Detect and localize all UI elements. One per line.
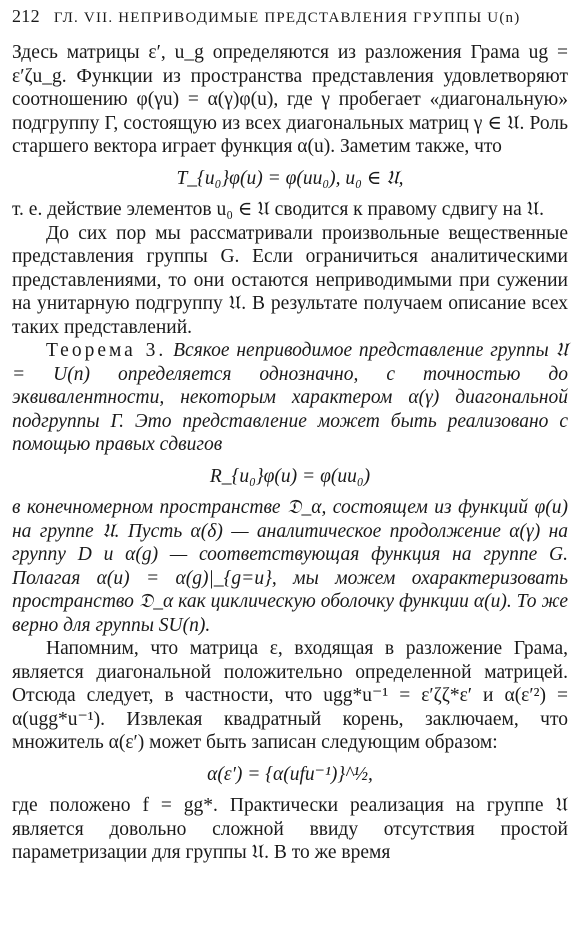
paragraph-analytic-representations: До сих пор мы рассматривали произвольные вещественные представления группы G. Если ограничиться аналитическими представлениями, то они остаются неприводимыми при сужении на унитарную подгруппу 𝔘. В результате получаем описание всех таких представлений. <box>12 222 568 338</box>
theorem-3 <box>12 339 568 457</box>
theorem-continuation: в конечномерном пространстве 𝔇_α, состоящем из функций φ(u) на группе 𝔘. Пусть α(δ) — аналитическое продолжение α(γ) на группу D и α(g) — соответствующая функция на группе G. Полагая α(u) = α(g)|_{g=u}, мы можем охарактеризовать пространство 𝔇_α как циклическую оболочку функции α(u). То же верно для группы SU(n). <box>12 497 568 636</box>
formula-right-shift-R: R_{u₀}φ(u) = φ(uu₀) <box>209 465 371 487</box>
paragraph-gram-remark: Напомним, что матрица ε, входящая в разложение Грама, является диагональной положительно определенной матрицей. Отсюда следует, в частности, что ugg*u⁻¹ = ε′ζζ*ε′ и α(ε′²) = α(ugg*u⁻¹). Извлекая квадратный корень, заключаем, что множитель α(ε′) может быть записан следующим образом: <box>12 638 568 753</box>
paragraph-right-shift: т. е. действие элементов u₀ ∈ 𝔘 сводится к правому сдвигу на 𝔘. <box>12 199 545 220</box>
formula-right-shift-T: T_{u₀}φ(u) = φ(uu₀), u₀ ∈ 𝔘, <box>176 167 404 189</box>
running-title: ГЛ. VII. НЕПРИВОДИМЫЕ ПРЕДСТАВЛЕНИЯ ГРУППЫ U(n) <box>53 10 521 26</box>
theorem-label: Теорема 3. <box>46 340 167 361</box>
paragraph-gram-decomposition: Здесь матрицы ε′, u_g определяются из разложения Грама ug = ε′ζu_g. Функции из пространства представления удовлетворяют соотношению φ(γu) = α(γ)φ(u), где γ пробегает «диагональную» подгруппу Γ, состоящую из всех диагональных матриц γ ∈ 𝔘. Роль старшего вектора играет функция α(u). Заметим также, что <box>12 42 568 157</box>
running-header <box>12 6 568 27</box>
formula-square-root: α(ε′) = {α(ufu⁻¹)}^½, <box>207 763 373 785</box>
theorem-statement: Всякое неприводимое представление группы 𝔘 = U(n) определяется однозначно, с точностью до эквивалентности, некоторым характером α(γ) диагональной подгруппы Γ. Это представление может быть реализовано с помощью правых сдвигов <box>12 340 569 455</box>
page-number: 212 <box>12 6 40 26</box>
paragraph-realization: где положено f = gg*. Практически реализация на группе 𝔘 является довольно сложной ввиду отсутствия простой параметризации для группы 𝔘. В то же время <box>12 795 568 863</box>
